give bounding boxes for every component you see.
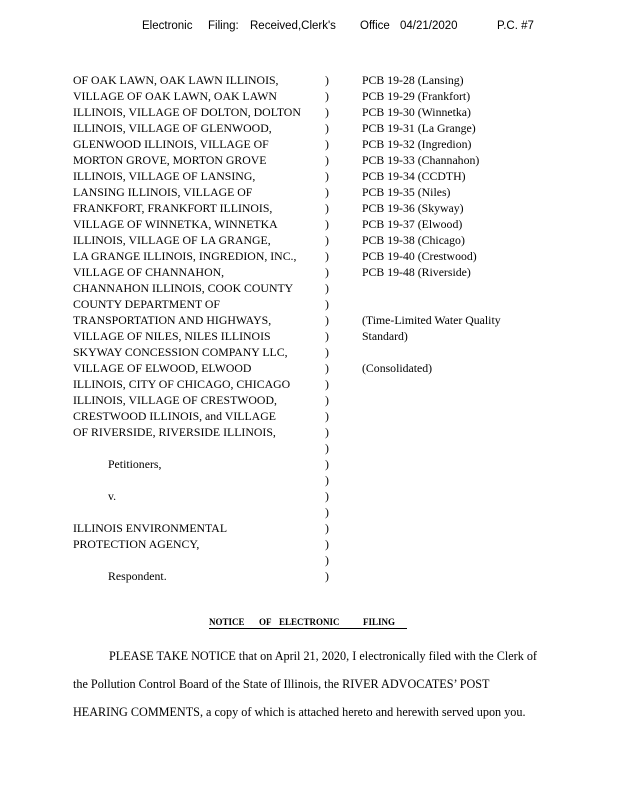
caption-paren: ) — [325, 425, 329, 439]
caption-party-text: LA GRANGE ILLINOIS, INGREDION, INC., — [73, 249, 297, 263]
caption-case-number: PCB 19-31 (La Grange) — [362, 121, 476, 135]
notice-body — [73, 646, 593, 730]
caption-paren: ) — [325, 153, 329, 167]
caption-party-text: LANSING ILLINOIS, VILLAGE OF — [73, 185, 253, 199]
caption-party-text: Petitioners, — [108, 457, 162, 471]
caption-party-text: GLENWOOD ILLINOIS, VILLAGE OF — [73, 137, 269, 151]
caption-paren: ) — [325, 409, 329, 423]
caption-paren: ) — [325, 217, 329, 231]
header-electronic: Electronic — [142, 20, 193, 32]
body-line: PLEASE TAKE NOTICE that on April 21, 2020, I electronically filed with the Clerk of — [109, 649, 537, 663]
caption-paren: ) — [325, 329, 329, 343]
caption-party-text: SKYWAY CONCESSION COMPANY LLC, — [73, 345, 288, 359]
caption-paren: ) — [325, 185, 329, 199]
caption-paren: ) — [325, 89, 329, 103]
body-line: the Pollution Control Board of the State of Illinois, the RIVER ADVOCATES’ POST — [73, 677, 490, 691]
caption-party-text: COUNTY DEPARTMENT OF — [73, 297, 220, 311]
caption-case-number: PCB 19-48 (Riverside) — [362, 265, 471, 279]
caption-paren: ) — [325, 569, 329, 583]
notice-word-notice: NOTICE — [209, 617, 245, 627]
caption-party-text: VILLAGE OF NILES, NILES ILLINOIS — [73, 329, 271, 343]
caption-case-number: PCB 19-28 (Lansing) — [362, 73, 464, 87]
caption-paren: ) — [325, 297, 329, 311]
caption-paren: ) — [325, 137, 329, 151]
caption-case-number: PCB 19-29 (Frankfort) — [362, 89, 471, 103]
caption-paren: ) — [325, 313, 329, 327]
caption-case-number: PCB 19-38 (Chicago) — [362, 233, 465, 247]
caption-party-text: VILLAGE OF ELWOOD, ELWOOD — [73, 361, 252, 375]
caption-party-text: v. — [108, 489, 117, 503]
header-date: 04/21/2020 — [400, 20, 458, 32]
caption-party-text: Respondent. — [108, 569, 167, 583]
caption-case-number: PCB 19-33 (Channahon) — [362, 153, 480, 167]
caption-paren: ) — [325, 345, 329, 359]
caption-paren: ) — [325, 457, 329, 471]
caption-case-number: PCB 19-35 (Niles) — [362, 185, 451, 199]
caption-party-text: ILLINOIS, VILLAGE OF LA GRANGE, — [73, 233, 271, 247]
caption-party-text: MORTON GROVE, MORTON GROVE — [73, 153, 267, 167]
caption-party-text: CRESTWOOD ILLINOIS, and VILLAGE — [73, 409, 276, 423]
caption-paren: ) — [325, 393, 329, 407]
caption-paren: ) — [325, 265, 329, 279]
notice-word-filing: FILING — [363, 617, 396, 627]
caption-case-number: PCB 19-30 (Winnetka) — [362, 105, 471, 119]
caption-case-number: (Consolidated) — [362, 361, 433, 375]
caption-paren: ) — [325, 201, 329, 215]
caption-paren: ) — [325, 105, 329, 119]
caption-party-text: ILLINOIS, VILLAGE OF LANSING, — [73, 169, 256, 183]
caption-party-text: FRANKFORT, FRANKFORT ILLINOIS, — [73, 201, 273, 215]
caption-party-text: ILLINOIS ENVIRONMENTAL — [73, 521, 228, 535]
caption-party-text: ILLINOIS, VILLAGE OF DOLTON, DOLTON — [73, 105, 301, 119]
caption-paren: ) — [325, 505, 329, 519]
header-received-clerks: Received,Clerk's — [250, 20, 336, 32]
notice-title — [209, 617, 409, 631]
caption-party-text: OF RIVERSIDE, RIVERSIDE ILLINOIS, — [73, 425, 276, 439]
caption-case-number: PCB 19-40 (Crestwood) — [362, 249, 477, 263]
caption-party-text: ILLINOIS, VILLAGE OF CRESTWOOD, — [73, 393, 277, 407]
notice-word-of: OF — [259, 617, 272, 627]
body-line: HEARING COMMENTS, a copy of which is attached hereto and herewith served upon you. — [73, 705, 526, 719]
caption-party-text: VILLAGE OF WINNETKA, WINNETKA — [73, 217, 278, 231]
caption-paren: ) — [325, 169, 329, 183]
header-office: Office — [360, 20, 390, 32]
caption-case-number: PCB 19-37 (Elwood) — [362, 217, 463, 231]
caption-case-number: PCB 19-36 (Skyway) — [362, 201, 464, 215]
caption-case-number: (Time-Limited Water Quality — [362, 313, 501, 327]
caption-paren: ) — [325, 73, 329, 87]
header-pc-number: P.C. #7 — [497, 20, 534, 32]
caption-paren: ) — [325, 489, 329, 503]
caption-case-number: PCB 19-32 (Ingredion) — [362, 137, 472, 151]
caption-paren: ) — [325, 281, 329, 295]
filing-header — [0, 20, 618, 36]
notice-title-underline — [209, 628, 407, 629]
caption-party-text: TRANSPORTATION AND HIGHWAYS, — [73, 313, 272, 327]
caption-paren: ) — [325, 121, 329, 135]
caption-party-text: ILLINOIS, CITY OF CHICAGO, CHICAGO — [73, 377, 291, 391]
caption-paren: ) — [325, 553, 329, 567]
caption-party-text: PROTECTION AGENCY, — [73, 537, 200, 551]
caption-party-text: CHANNAHON ILLINOIS, COOK COUNTY — [73, 281, 294, 295]
notice-word-electronic: ELECTRONIC — [279, 617, 340, 627]
caption-party-text: VILLAGE OF OAK LAWN, OAK LAWN — [73, 89, 277, 103]
caption-paren: ) — [325, 249, 329, 263]
caption-paren: ) — [325, 233, 329, 247]
caption-case-number: PCB 19-34 (CCDTH) — [362, 169, 466, 183]
caption-party-text: OF OAK LAWN, OAK LAWN ILLINOIS, — [73, 73, 279, 87]
caption-case-number: Standard) — [362, 329, 408, 343]
caption-paren: ) — [325, 361, 329, 375]
caption-paren: ) — [325, 377, 329, 391]
header-filing: Filing: — [208, 20, 239, 32]
caption-paren: ) — [325, 441, 329, 455]
caption-paren: ) — [325, 473, 329, 487]
caption-paren: ) — [325, 537, 329, 551]
caption-paren: ) — [325, 521, 329, 535]
caption-party-text: VILLAGE OF CHANNAHON, — [73, 265, 225, 279]
caption-party-text: ILLINOIS, VILLAGE OF GLENWOOD, — [73, 121, 272, 135]
